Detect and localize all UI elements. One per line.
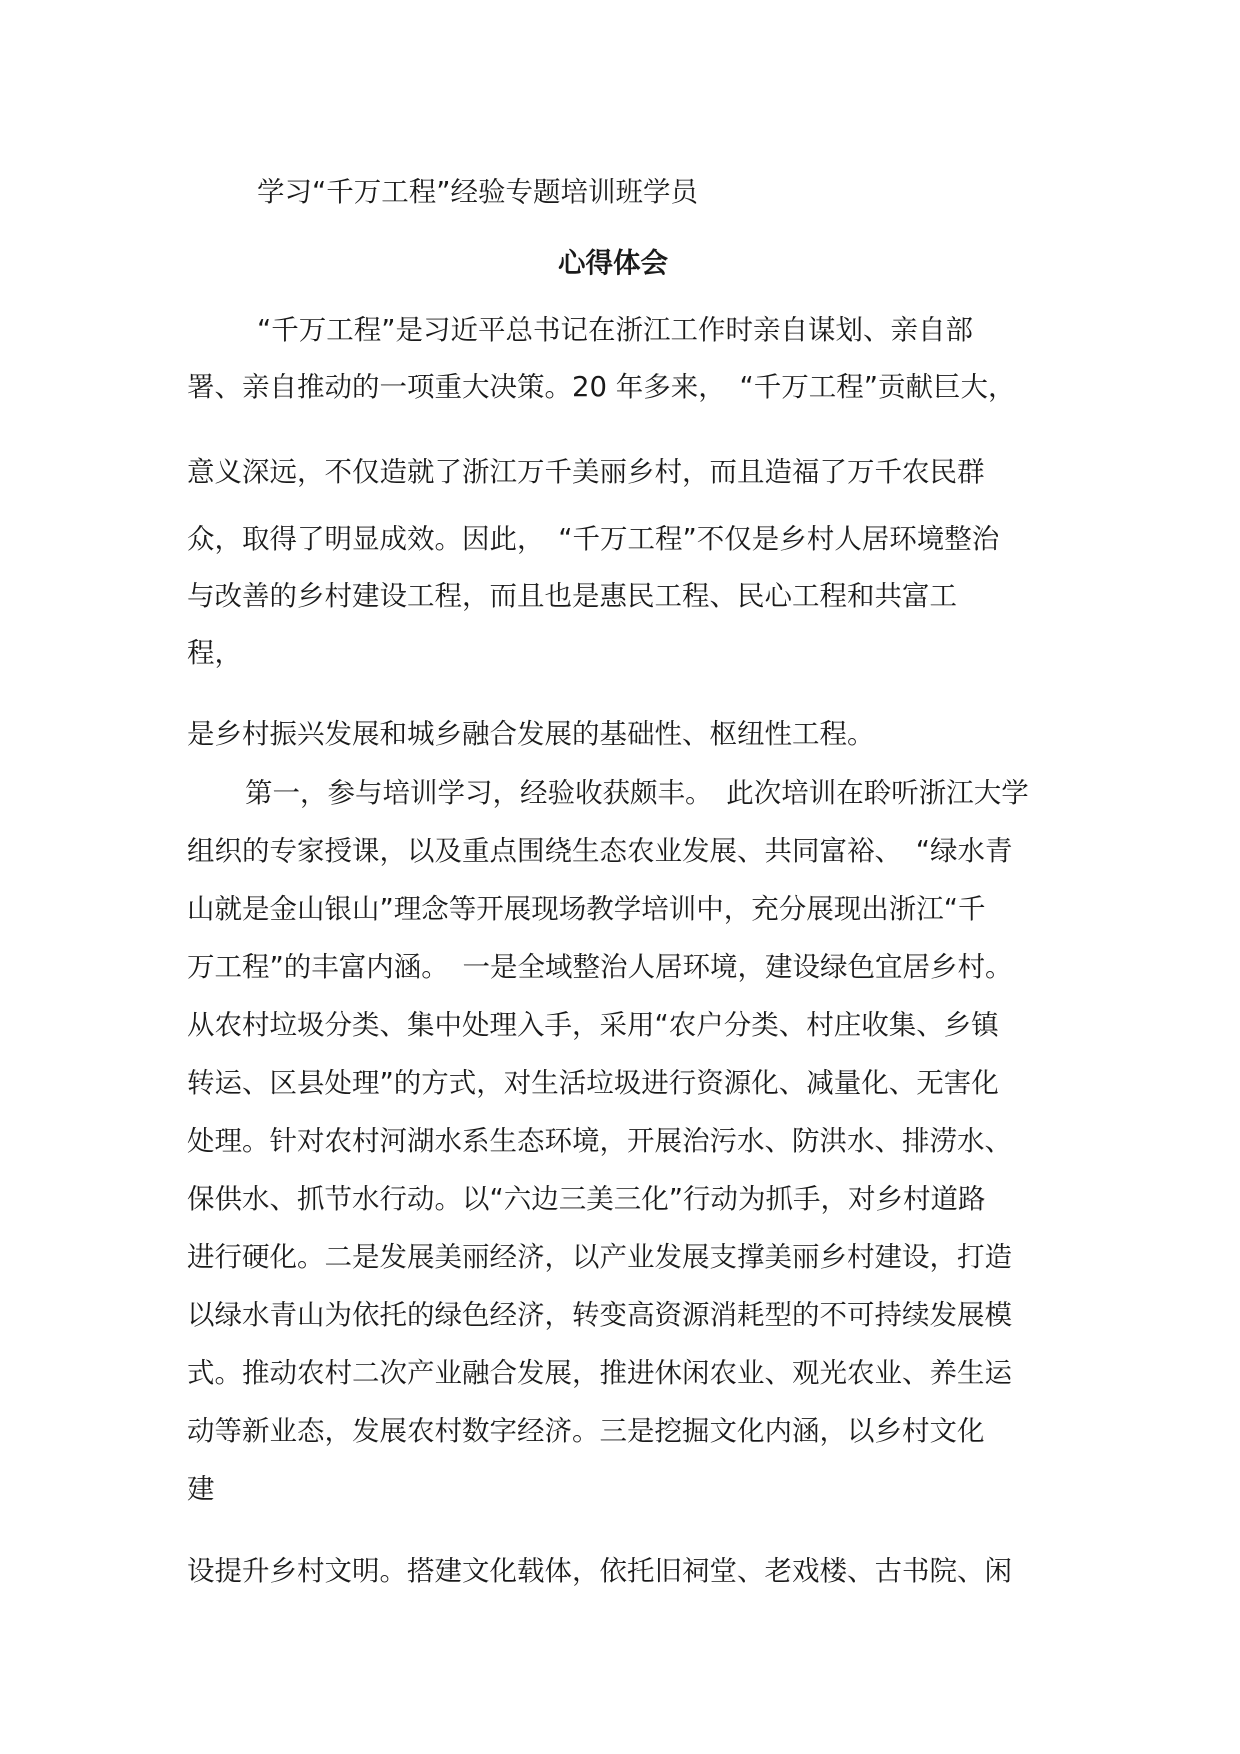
paragraph-line: 组织的专家授课，以及重点围绕生态农业发展、共同富裕、 “绿水青 — [187, 835, 1013, 867]
paragraph-line: 第一，参与培训学习，经验收获颇丰。 此次培训在聆听浙江大学 — [245, 777, 1029, 809]
paragraph-line: 程， — [187, 637, 242, 669]
paragraph-line: 是乡村振兴发展和城乡融合发展的基础性、枢纽性工程。 — [187, 718, 875, 750]
document-title: 学习“千万工程”经验专题培训班学员 — [257, 176, 698, 208]
paragraph-line: 从农村垃圾分类、集中处理入手，采用“农户分类、村庄收集、乡镇 — [187, 1009, 999, 1041]
paragraph-line: 以绿水青山为依托的绿色经济，转变高资源消耗型的不可持续发展模 — [187, 1299, 1012, 1331]
paragraph-line: 山就是金山银山”理念等开展现场教学培训中，充分展现出浙江“千 — [187, 893, 986, 925]
paragraph-line: 动等新业态，发展农村数字经济。三是挖掘文化内涵，以乡村文化 — [187, 1415, 985, 1447]
paragraph-line: 设提升乡村文明。搭建文化载体，依托旧祠堂、老戏楼、古书院、闲 — [187, 1555, 1012, 1587]
paragraph-line: 意义深远，不仅造就了浙江万千美丽乡村，而且造福了万千农民群 — [187, 456, 985, 488]
paragraph-line: 进行硬化。二是发展美丽经济，以产业发展支撑美丽乡村建设，打造 — [187, 1241, 1012, 1273]
paragraph-line: 万工程”的丰富内涵。 一是全域整治人居环境，建设绿色宜居乡村。 — [187, 951, 1013, 983]
paragraph-line: 与改善的乡村建设工程，而且也是惠民工程、民心工程和共富工 — [187, 580, 957, 612]
paragraph-line: 众，取得了明显成效。因此， “千万工程”不仅是乡村人居环境整治 — [187, 523, 1000, 555]
paragraph-line: 署、亲自推动的一项重大决策。20 年多来， “千万工程”贡献巨大， — [187, 371, 1016, 403]
paragraph-line: 建 — [187, 1473, 215, 1505]
document-subtitle: 心得体会 — [558, 247, 668, 279]
paragraph-line: 处理。针对农村河湖水系生态环境，开展治污水、防洪水、排涝水、 — [187, 1125, 1012, 1157]
paragraph-line: 转运、区县处理”的方式，对生活垃圾进行资源化、减量化、无害化 — [187, 1067, 999, 1099]
paragraph-line: “千万工程”是习近平总书记在浙江工作时亲自谋划、亲自部 — [257, 314, 973, 346]
paragraph-line: 式。推动农村二次产业融合发展，推进休闲农业、观光农业、养生运 — [187, 1357, 1012, 1389]
paragraph-line: 保供水、抓节水行动。以“六边三美三化”行动为抓手，对乡村道路 — [187, 1183, 986, 1215]
